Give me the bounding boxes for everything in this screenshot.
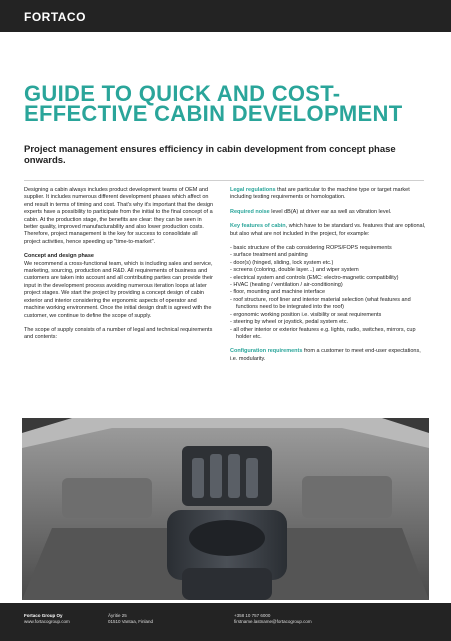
legal-label: Legal regulations [230, 187, 276, 193]
right-column [230, 187, 428, 370]
config-label: Configuration requirements [230, 348, 303, 355]
concept-paragraph: We recommend a cross-functional team, which is including sales and service, marketing, sourcing, production and R&D. All requirements of business and customers are taken into account and all contributing parties can provide their input in the development process avoiding numerous iteration loops at later project stages. We start the project by providing a concept design of cabin exterior and interior considering the ergonomic aspects of operator and machine working environment. Once the initial design draft is agreed with the customer, we continue to define the scope of supply. [24, 260, 213, 319]
title-line-1: GUIDE TO QUICK AND COST- [24, 81, 341, 106]
legal-text: that are particular to the machine type or target market including testing requirements or homologation. [230, 187, 410, 201]
subtitle: Project management ensures efficiency in cabin development from concept phase onwards. [24, 144, 396, 166]
intro-paragraph: Designing a cabin always includes product development teams of OEM and supplier. It includes numerous different development phases which affect on end result in terms of timing and cost. That's why it's important that the design experts have a possibility to participate from the initial to the final concept of a cabin. At the production stage, the benefits are clear: they can be seen in better quality, improved manufacturability and also lower production costs. Therefore, project management is the key for success to consolidate all project activities, hence speeding up "time-to-market". [24, 187, 214, 245]
noise-label: Required noise [230, 208, 270, 215]
noise-text: level dB(A) at driver ear as well as vibration level. [269, 208, 392, 215]
footer-web[interactable]: www.fortacogroup.com [24, 619, 70, 624]
features-text: , which have to be standard vs. features that are optional, but also what are not included in the project, for example: [230, 223, 426, 237]
features-paragraph [230, 223, 428, 238]
list-item: - roof structure, roof liner and interior material selection (what features and functions need to be integrated into the roof) [230, 296, 411, 311]
list-item: - surface treatment and painting [230, 252, 308, 259]
list-item: - floor, mounting and machine interface [230, 289, 326, 296]
list-item: - HVAC (heating / ventilation / air-conditioning) [230, 282, 343, 289]
legal-paragraph [230, 187, 428, 202]
footer-email[interactable]: firstname.lastname@fortacogroup.com [234, 619, 312, 624]
features-label: Key features of cabin [230, 223, 286, 230]
left-column [24, 187, 214, 349]
list-item: - ergonomic working position i.e. visibility or seat requirements [230, 311, 382, 318]
footer-phone: +358 10 757 6000 [234, 613, 271, 618]
list-item: - all other interior or exterior features e.g. lights, radio, switches, mirrors, cup holder etc. [230, 326, 416, 340]
footer-company-block [24, 613, 70, 625]
list-item: - steering by wheel or joystick, pedal system etc. [230, 319, 348, 326]
features-list [230, 245, 428, 341]
header-bar [0, 0, 451, 32]
divider [24, 180, 424, 181]
list-item: - screens (coloring, double layer...) and wiper system [230, 267, 359, 274]
title-line-2: EFFECTIVE CABIN DEVELOPMENT [24, 101, 403, 126]
footer-address-block [108, 613, 153, 625]
page-title [24, 81, 434, 126]
fortaco-logo: FORTACO [24, 10, 86, 24]
list-item: - door(s) (hinged, sliding, lock system etc.) [230, 259, 334, 266]
list-item: - basic structure of the cab considering ROPS/FOPS requirements [230, 245, 392, 252]
list-item: - electrical system and controls (EMC: electro-magnetic compatibility) [230, 274, 399, 281]
cabin-interior-image [22, 418, 429, 600]
footer-contact-block [234, 613, 312, 625]
footer [0, 603, 451, 641]
scope-paragraph: The scope of supply consists of a number of legal and technical requirements and contents: [24, 326, 213, 341]
footer-city: 01510 Vantaa, Finland [108, 619, 153, 624]
concept-heading: Concept and design phase [24, 253, 94, 260]
config-paragraph [230, 348, 428, 363]
footer-company: Fortaco Group Oy [24, 613, 63, 618]
footer-street: Äyritie 25 [108, 613, 127, 618]
config-text: from a customer to meet end-user expectations, i.e. modularity. [230, 348, 421, 362]
noise-paragraph [230, 209, 428, 216]
